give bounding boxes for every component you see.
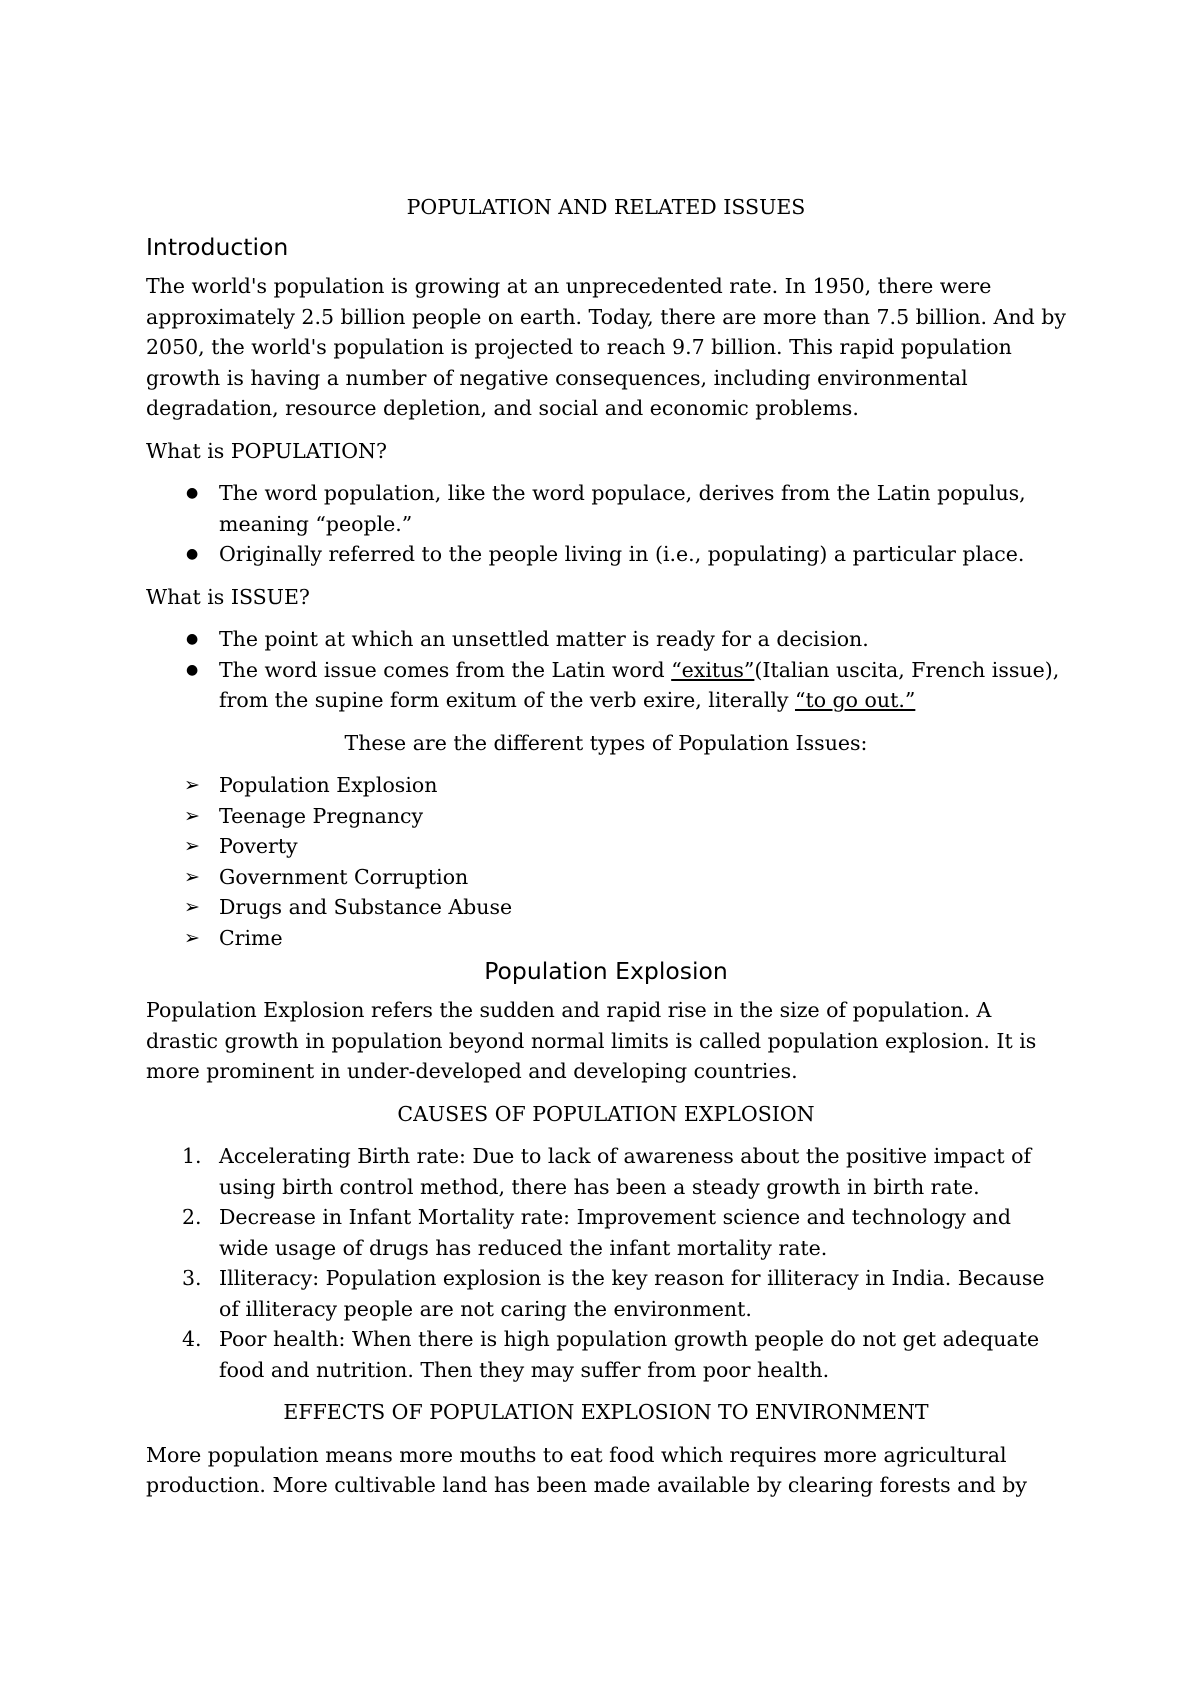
document-page [146,192,1066,1513]
document-title: POPULATION AND RELATED ISSUES [406,195,806,219]
list-item [146,923,1066,954]
list-item-text: Crime [219,925,283,950]
list-item-text: The point at which an unsettled matter is ready for a decision. [219,627,869,651]
list-item-text: Decrease in Infant Mortality rate: Improvement science and technology and wide usage of drugs has reduced the infant mortality rate. [219,1205,1011,1260]
arrow-icon: ➢ [184,774,200,796]
list-item-text: The word population, like the word populace, derives from the Latin populus, meaning “people.” [219,481,1026,536]
issue-bullet-list [146,624,1066,716]
list-item [146,892,1066,923]
list-item-text [219,658,1059,713]
list-item [146,624,1066,655]
explosion-heading: Population Explosion [484,957,728,985]
types-intro: These are the different types of Population Issues: [344,730,868,755]
arrow-icon: ➢ [184,896,200,918]
list-number: 4. [182,1327,202,1351]
question-issue: What is ISSUE? [146,584,310,609]
list-item [146,1263,1066,1324]
list-item-text: Population Explosion [219,773,438,797]
explosion-paragraph: Population Explosion refers the sudden and rapid rise in the size of population. A drastic growth in population beyond normal limits is called population explosion. It is more prominent in under-developed and developing countries. [146,998,1037,1083]
bullet-icon: ● [186,631,199,647]
underlined-text: “exitus” [671,657,755,682]
list-item [146,655,1066,716]
issue-types-list [146,770,1066,953]
list-item [146,1141,1066,1202]
list-item-text: Illiteracy: Population explosion is the key reason for illiteracy in India. Because of illiteracy people are not caring the environment. [219,1266,1045,1321]
arrow-icon: ➢ [184,865,200,888]
list-item [146,1202,1066,1263]
bullet-icon: ● [186,661,199,678]
text-run: (Italian uscita, French issue), from the supine form exitum of the verb exire, literally [219,657,1060,712]
text-run: The word issue comes from the Latin word [219,657,672,682]
list-number: 1. [182,1144,202,1168]
list-item [146,862,1066,893]
list-item [146,539,1066,570]
arrow-icon: ➢ [184,804,200,827]
question-population: What is POPULATION? [146,438,387,463]
list-item-text: Poverty [219,834,298,858]
intro-heading: Introduction [146,233,289,261]
bullet-icon: ● [186,546,199,562]
list-item [146,801,1066,832]
list-item-text: Accelerating Birth rate: Due to lack of awareness about the positive impact of using birth control method, there has been a steady growth in birth rate. [219,1144,1032,1199]
intro-paragraph: The world's population is growing at an unprecedented rate. In 1950, there were approximately 2.5 billion people on earth. Today, there are more than 7.5 billion. And by 2050, the world's population is projected to reach 9.7 billion. This rapid population growth is having a number of negative consequences, including environmental degradation, resource depletion, and social and economic problems. [146,274,1066,420]
arrow-icon: ➢ [184,926,200,949]
list-number: 2. [182,1205,202,1229]
arrow-icon: ➢ [184,835,200,857]
causes-list [146,1141,1066,1385]
underlined-text: “to go out.” [794,688,916,712]
bullet-icon: ● [186,485,199,501]
effects-heading: EFFECTS OF POPULATION EXPLOSION TO ENVIRONMENT [283,1400,929,1424]
list-item-text: Teenage Pregnancy [219,803,424,828]
list-number: 3. [182,1266,202,1290]
list-item-text: Government Corruption [219,864,469,889]
list-item [146,478,1066,539]
list-item-text: Originally referred to the people living in (i.e., populating) a particular place. [219,542,1025,566]
list-item-text: Poor health: When there is high population growth people do not get adequate food and nutrition. Then they may suffer from poor health. [219,1327,1040,1382]
effects-paragraph: More population means more mouths to eat food which requires more agricultural production. More cultivable land has been made available by clearing forests and by [146,1442,1027,1497]
list-item [146,1324,1066,1385]
list-item-text: Drugs and Substance Abuse [219,895,513,919]
list-item [146,831,1066,862]
population-bullet-list [146,478,1066,570]
causes-heading: CAUSES OF POPULATION EXPLOSION [397,1101,815,1126]
list-item [146,770,1066,801]
